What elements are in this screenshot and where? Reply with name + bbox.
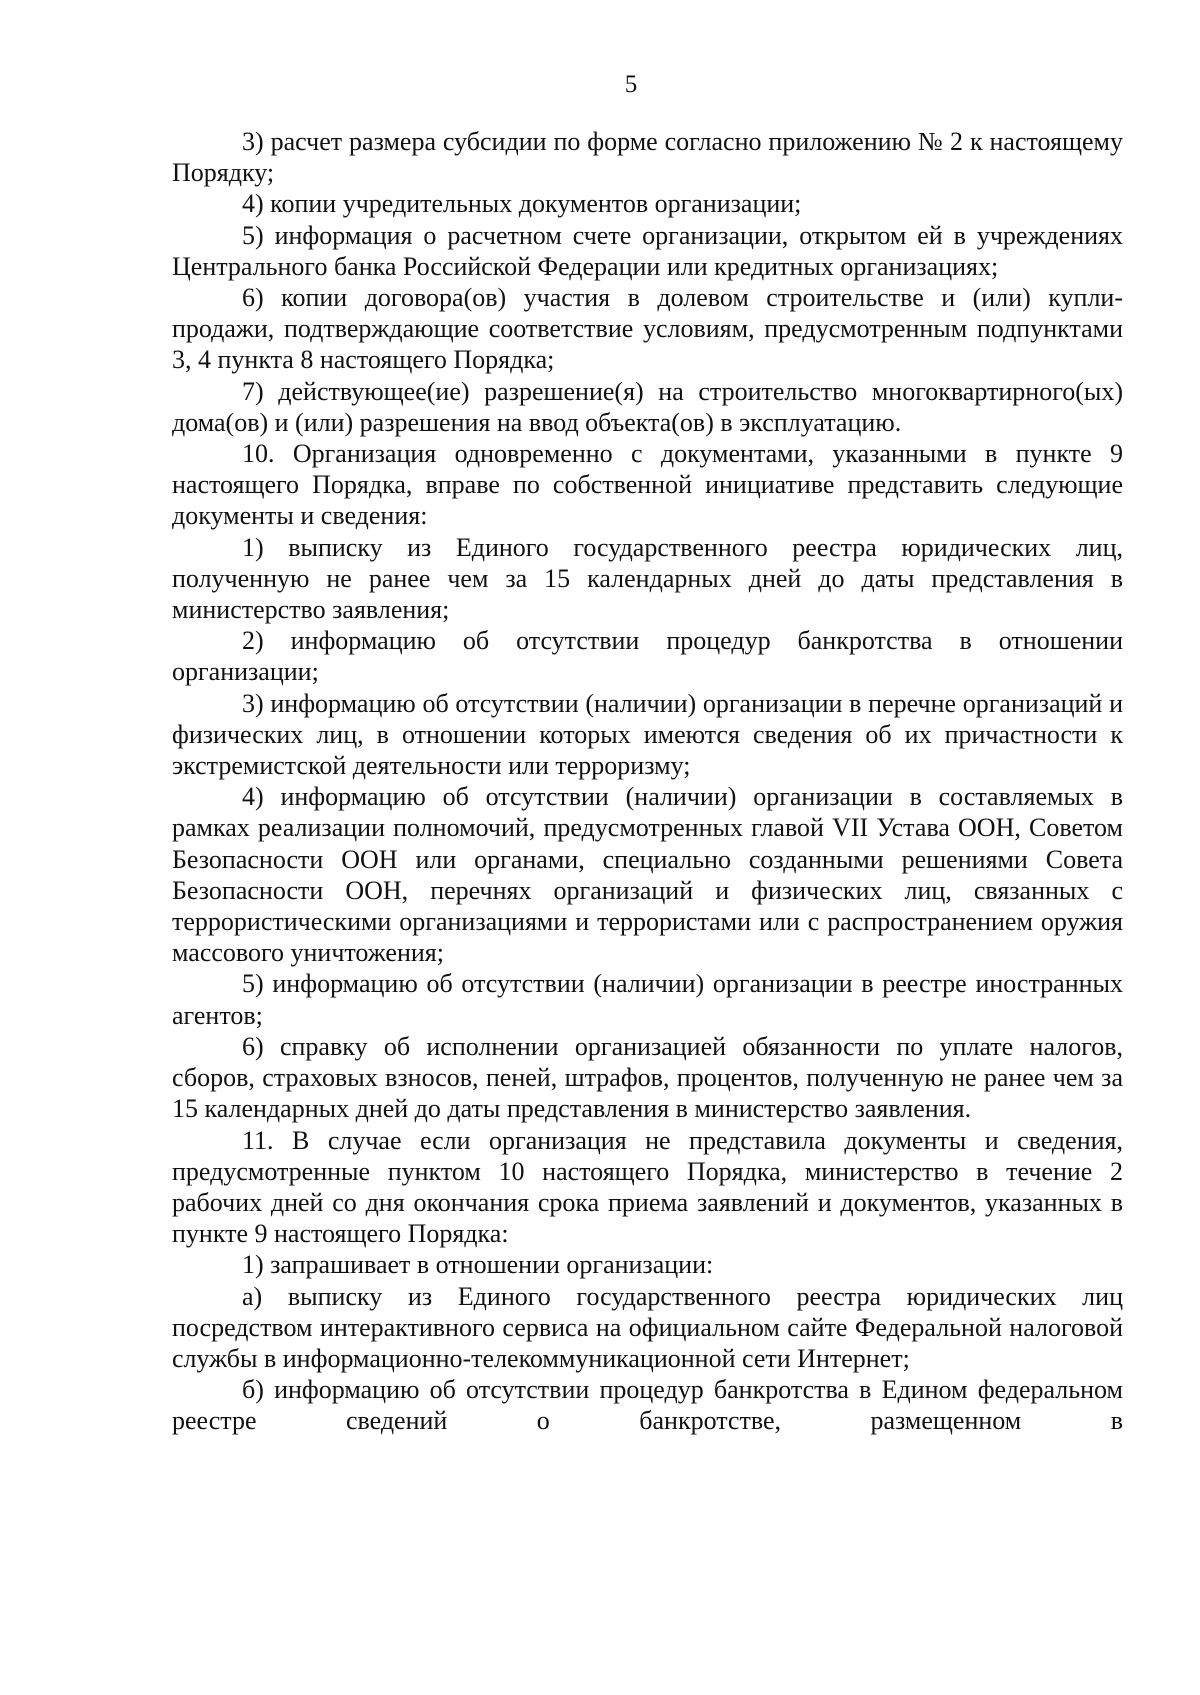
paragraph-section-10: 10. Организация одновременно с документами, указанными в пункте 9 настоящего Порядка, вправе по собственной инициативе представить следующие документы и сведения: bbox=[172, 439, 1123, 531]
document-body bbox=[172, 126, 1123, 1437]
paragraph-item-10-5: 5) информацию об отсутствии (наличии) организации в реестре иностранных агентов; bbox=[172, 969, 1123, 1030]
paragraph-item-10-2: 2) информацию об отсутствии процедур банкротства в отношении организации; bbox=[172, 626, 1123, 687]
paragraph-item-6: 6) копии договора(ов) участия в долевом строительстве и (или) купли-продажи, подтверждающие соответствие условиям, предусмотренным подпунктами 3, 4 пункта 8 настоящего Порядка; bbox=[172, 283, 1123, 375]
paragraph-item-11-1-b: б) информацию об отсутствии процедур банкротства в Едином федеральном реестре сведений о банкротстве, размещенном в bbox=[172, 1375, 1123, 1436]
paragraph-item-7: 7) действующее(ие) разрешение(я) на строительство многоквартирного(ых) дома(ов) и (или) разрешения на ввод объекта(ов) в эксплуатацию. bbox=[172, 376, 1123, 437]
paragraph-item-10-6: 6) справку об исполнении организацией обязанности по уплате налогов, сборов, страховых взносов, пеней, штрафов, процентов, полученную не ранее чем за 15 календарных дней до даты представления в министерство заявления. bbox=[172, 1031, 1123, 1124]
paragraph-item-10-3: 3) информацию об отсутствии (наличии) организации в перечне организаций и физических лиц, в отношении которых имеются сведения об их причастности к экстремистской деятельности или терроризму; bbox=[172, 688, 1123, 781]
page-number: 5 bbox=[624, 71, 638, 98]
paragraph-item-11-1-a: а) выписку из Единого государственного реестра юридических лиц посредством интерактивного сервиса на официальном сайте Федеральной налоговой службы в информационно-телекоммуникационной сети Интернет; bbox=[172, 1281, 1123, 1373]
paragraph-item-4: 4) копии учредительных документов организации; bbox=[242, 189, 802, 219]
paragraph-section-11: 11. В случае если организация не представила документы и сведения, предусмотренные пунктом 10 настоящего Порядка, министерство в течение 2 рабочих дней со дня окончания срока приема заявлений и документов, указанных в пункте 9 настоящего Порядка: bbox=[172, 1125, 1123, 1249]
paragraph-item-10-4: 4) информацию об отсутствии (наличии) организации в составляемых в рамках реализации полномочий, предусмотренных главой VII Устава ООН, Советом Безопасности ООН или органами, специально созданными решениями Совета Безопасности ООН, перечнях организаций и физических лиц, связанных с террористическими организациями и террористами или с распространением оружия массового уничтожения; bbox=[172, 782, 1123, 968]
paragraph-item-10-1: 1) выписку из Единого государственного реестра юридических лиц, полученную не ранее чем за 15 календарных дней до даты представления в министерство заявления; bbox=[172, 532, 1123, 625]
paragraph-item-3: 3) расчет размера субсидии по форме согласно приложению № 2 к настоящему Порядку; bbox=[172, 127, 1123, 188]
paragraph-item-5: 5) информация о расчетном счете организации, открытом ей в учреждениях Центрального банка Российской Федерации или кредитных организациях; bbox=[172, 220, 1123, 281]
paragraph-item-11-1: 1) запрашивает в отношении организации: bbox=[242, 1250, 714, 1280]
